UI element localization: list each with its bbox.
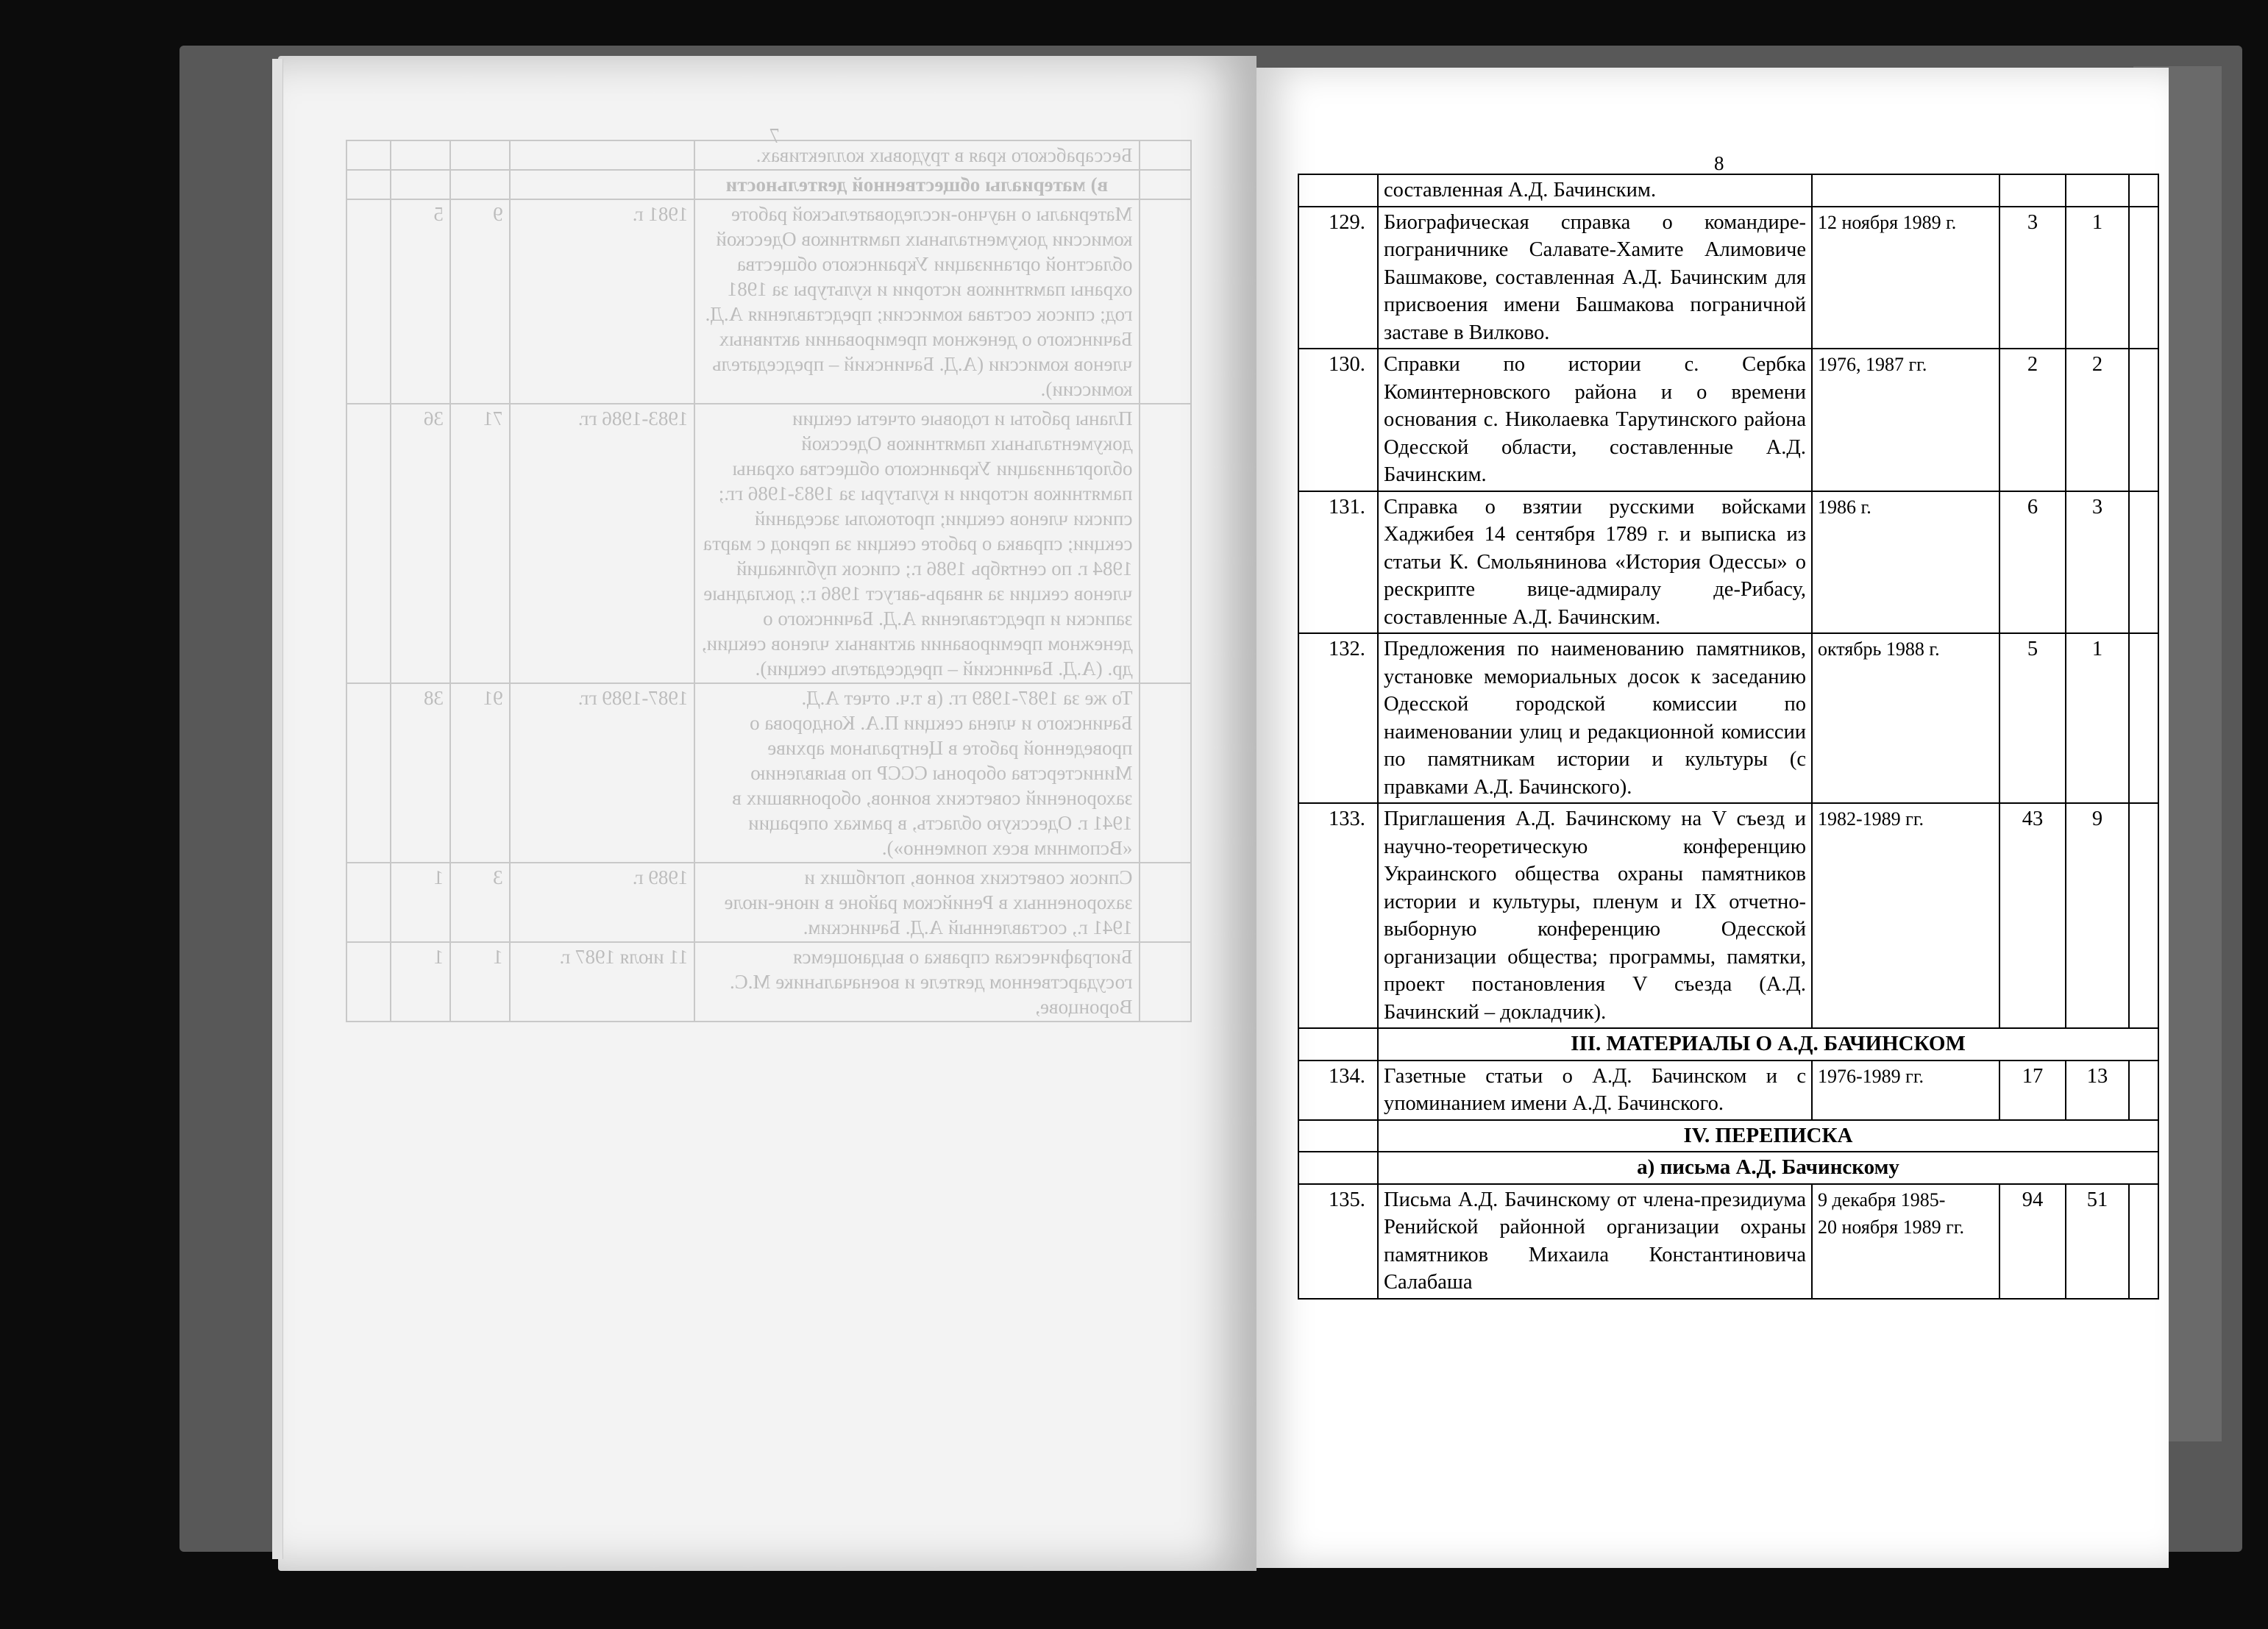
row-sheets: 5 (1999, 633, 2066, 803)
row-number: 135. (1298, 1184, 1378, 1299)
row-number (1140, 942, 1191, 1022)
row-sheets: 1 (450, 942, 510, 1022)
row-notes (2129, 633, 2158, 803)
row-sheets (1999, 174, 2066, 207)
row-date: 9 декабря 1985- 20 ноября 1989 гг. (1812, 1184, 1999, 1299)
row-count: 1 (391, 863, 450, 942)
section-spacer (1298, 1120, 1378, 1152)
row-number (1140, 404, 1191, 683)
row-notes (2129, 803, 2158, 1028)
row-notes (2129, 491, 2158, 634)
section-heading-row (1298, 1120, 2158, 1152)
row-notes (346, 199, 391, 404)
row-sheets: 94 (1999, 1184, 2066, 1299)
section-spacer (1298, 1152, 1378, 1184)
row-description: Список советских воинов, погибших и захороненных в Ренийском районе в июне-июле 1941 г., составленный А.Д. Бачинским. (694, 863, 1139, 942)
table-row (346, 140, 1191, 170)
row-notes (346, 404, 391, 683)
row-number (1298, 174, 1378, 207)
table-row (346, 942, 1191, 1022)
row-number (1140, 199, 1191, 404)
table-row (1298, 633, 2158, 803)
row-sheets: 3 (450, 863, 510, 942)
table-row (1298, 207, 2158, 349)
row-notes (2129, 174, 2158, 207)
inventory-table (1298, 174, 2159, 1300)
row-count: 51 (2066, 1184, 2129, 1299)
subsection-heading: а) письма А.Д. Бачинскому (1378, 1152, 2158, 1184)
row-sheets: 71 (450, 404, 510, 683)
row-date: октябрь 1988 г. (1812, 633, 1999, 803)
section-heading-row (1298, 1152, 2158, 1184)
row-date: 1987-1989 гг. (510, 683, 695, 863)
row-description: Предложения по наименованию памятников, установке мемориальных досок к заседанию Одесской городской комиссии по наименовании улиц и редакционной комиссии по памятникам истории и культуры (с правками А.Д. Бачинского). (1378, 633, 1812, 803)
row-date: 1976, 1987 гг. (1812, 349, 1999, 491)
row-count (391, 170, 450, 199)
row-sheets: 6 (1999, 491, 2066, 634)
row-count: 1 (391, 942, 450, 1022)
table-row (346, 683, 1191, 863)
row-sheets: 9 (450, 199, 510, 404)
row-date: 1989 г. (510, 863, 695, 942)
row-count: 2 (2066, 349, 2129, 491)
row-description: Газетные статьи о А.Д. Бачинском и с упоминанием имени А.Д. Бачинского. (1378, 1061, 1812, 1120)
page-number: 8 (1714, 152, 1724, 174)
row-count: 1 (2066, 633, 2129, 803)
row-number (1140, 863, 1191, 942)
table-row (1298, 1061, 2158, 1120)
table-row (346, 404, 1191, 683)
row-sheets (450, 140, 510, 170)
row-sheets: 2 (1999, 349, 2066, 491)
row-count (2066, 174, 2129, 207)
section-heading-row (1298, 1028, 2158, 1061)
row-number (1140, 140, 1191, 170)
row-sheets: 17 (1999, 1061, 2066, 1120)
row-number (1140, 683, 1191, 863)
row-number: 131. (1298, 491, 1378, 634)
row-notes (2129, 1184, 2158, 1299)
row-date (1812, 174, 1999, 207)
row-notes (346, 942, 391, 1022)
row-description: Справка о взятии русскими войсками Хаджибея 14 сентября 1789 г. и выписка из статьи К. Смольянинова «История Одессы» о рескрипте вице-адмиралу де-Рибасу, составленные А.Д. Бачинским. (1378, 491, 1812, 634)
row-count (391, 140, 450, 170)
row-notes (2129, 207, 2158, 349)
row-description: Приглашения А.Д. Бачинскому на V съезд и научно-теоретическую конференцию Украинского общества охраны памятников истории и культуры, пленум и IX отчетно-выборную конференцию Одесской организации общества; программы, памятки, проект постановления V съезда (А.Д. Бачинский – докладчик). (1378, 803, 1812, 1028)
section-heading: III. МАТЕРИАЛЫ О А.Д. БАЧИНСКОМ (1378, 1028, 2158, 1061)
row-notes (346, 683, 391, 863)
table-row (346, 170, 1191, 199)
row-sheets: 43 (1999, 803, 2066, 1028)
row-date: 1982-1989 гг. (1812, 803, 1999, 1028)
left-page-number: 7 (769, 125, 780, 148)
row-date: 1983-1986 гг. (510, 404, 695, 683)
page-edges (272, 59, 283, 1559)
row-number: 130. (1298, 349, 1378, 491)
row-count: 36 (391, 404, 450, 683)
table-row (1298, 491, 2158, 634)
left-page-show-through (346, 125, 1192, 1478)
row-sheets (450, 170, 510, 199)
row-date: 1986 г. (1812, 491, 1999, 634)
row-sheets: 3 (1999, 207, 2066, 349)
row-count: 9 (2066, 803, 2129, 1028)
table-row (1298, 803, 2158, 1028)
row-date (510, 140, 695, 170)
row-description: составленная А.Д. Бачинским. (1378, 174, 1812, 207)
row-notes (346, 863, 391, 942)
table-row (1298, 174, 2158, 207)
row-sheets: 91 (450, 683, 510, 863)
row-notes (2129, 349, 2158, 491)
row-description: Биографическая справка о выдающемся государственном деятеле и военачальнике М.С. Воронцове, (694, 942, 1139, 1022)
row-description: Бессарабского края в трудовых коллективах. (694, 140, 1139, 170)
row-count: 1 (2066, 207, 2129, 349)
table-row (346, 863, 1191, 942)
left-page-table (346, 140, 1192, 1022)
row-number: 129. (1298, 207, 1378, 349)
row-description: Планы работы и годовые отчеты секции документальных памятников Одесской облорганизации Украинского общества охраны памятников истории и культуры за 1983-1986 гг.; списки членов секции; протоколы заседаний секции; справка о работе секции за период с марта 1984 г. по сентябрь 1986 г.; список публикаций членов секции за январь-август 1986 г.; докладные записки и представления А.Д. Бачинского о денежном премировании активных членов секции, др. (А.Д. Бачинский – председатель секции). (694, 404, 1139, 683)
row-notes (346, 170, 391, 199)
row-date: 12 ноября 1989 г. (1812, 207, 1999, 349)
row-count: 3 (2066, 491, 2129, 634)
row-description: То же за 1987-1989 гг. (в т.ч. отчет А.Д. Бачинского и члена секции П.А. Кондорова о проведенной работе в Центральном архиве Министерства обороны СССР по выявлению захоронений советских воинов, оборонявших в 1941 г. Одесскую область, в рамках операции «Вспомним всех поименно»). (694, 683, 1139, 863)
row-number (1140, 170, 1191, 199)
row-count: 38 (391, 683, 450, 863)
row-number: 134. (1298, 1061, 1378, 1120)
row-description: Справки по истории с. Сербка Коминтерновского района и о времени основания с. Николаевка Тарутинского района Одесской области, составленные А.Д. Бачинским. (1378, 349, 1812, 491)
section-spacer (1298, 1028, 1378, 1061)
row-count: 13 (2066, 1061, 2129, 1120)
row-description: Биографическая справка о командире-пограничнике Салавате-Хамите Алимовиче Башмакове, составленная А.Д. Бачинским для присвоения имени Башмакова пограничной заставе в Вилково. (1378, 207, 1812, 349)
row-number: 132. (1298, 633, 1378, 803)
section-heading: IV. ПЕРЕПИСКА (1378, 1120, 2158, 1152)
row-count: 5 (391, 199, 450, 404)
table-row (1298, 349, 2158, 491)
row-date (510, 170, 695, 199)
row-notes (346, 140, 391, 170)
row-date: 1981 г. (510, 199, 695, 404)
row-description: в) материалы общественной деятельности (694, 170, 1139, 199)
row-number: 133. (1298, 803, 1378, 1028)
row-date: 11 июля 1987 г. (510, 942, 695, 1022)
row-description: Материалы о научно-исследовательской работе комиссии документальных памятников Одесской областной организации Украинского общества охраны памятников истории и культуры за 1981 год; список состава комиссии; представления А.Д. Бачинского о денежном премировании активных членов комиссии (А.Д. Бачинский – председатель комиссии). (694, 199, 1139, 404)
row-date: 1976-1989 гг. (1812, 1061, 1999, 1120)
table-row (1298, 1184, 2158, 1299)
row-description: Письма А.Д. Бачинскому от члена-президиума Ренийской районной организации охраны памятников Михаила Константиновича Салабаша (1378, 1184, 1812, 1299)
row-notes (2129, 1061, 2158, 1120)
table-row (346, 199, 1191, 404)
